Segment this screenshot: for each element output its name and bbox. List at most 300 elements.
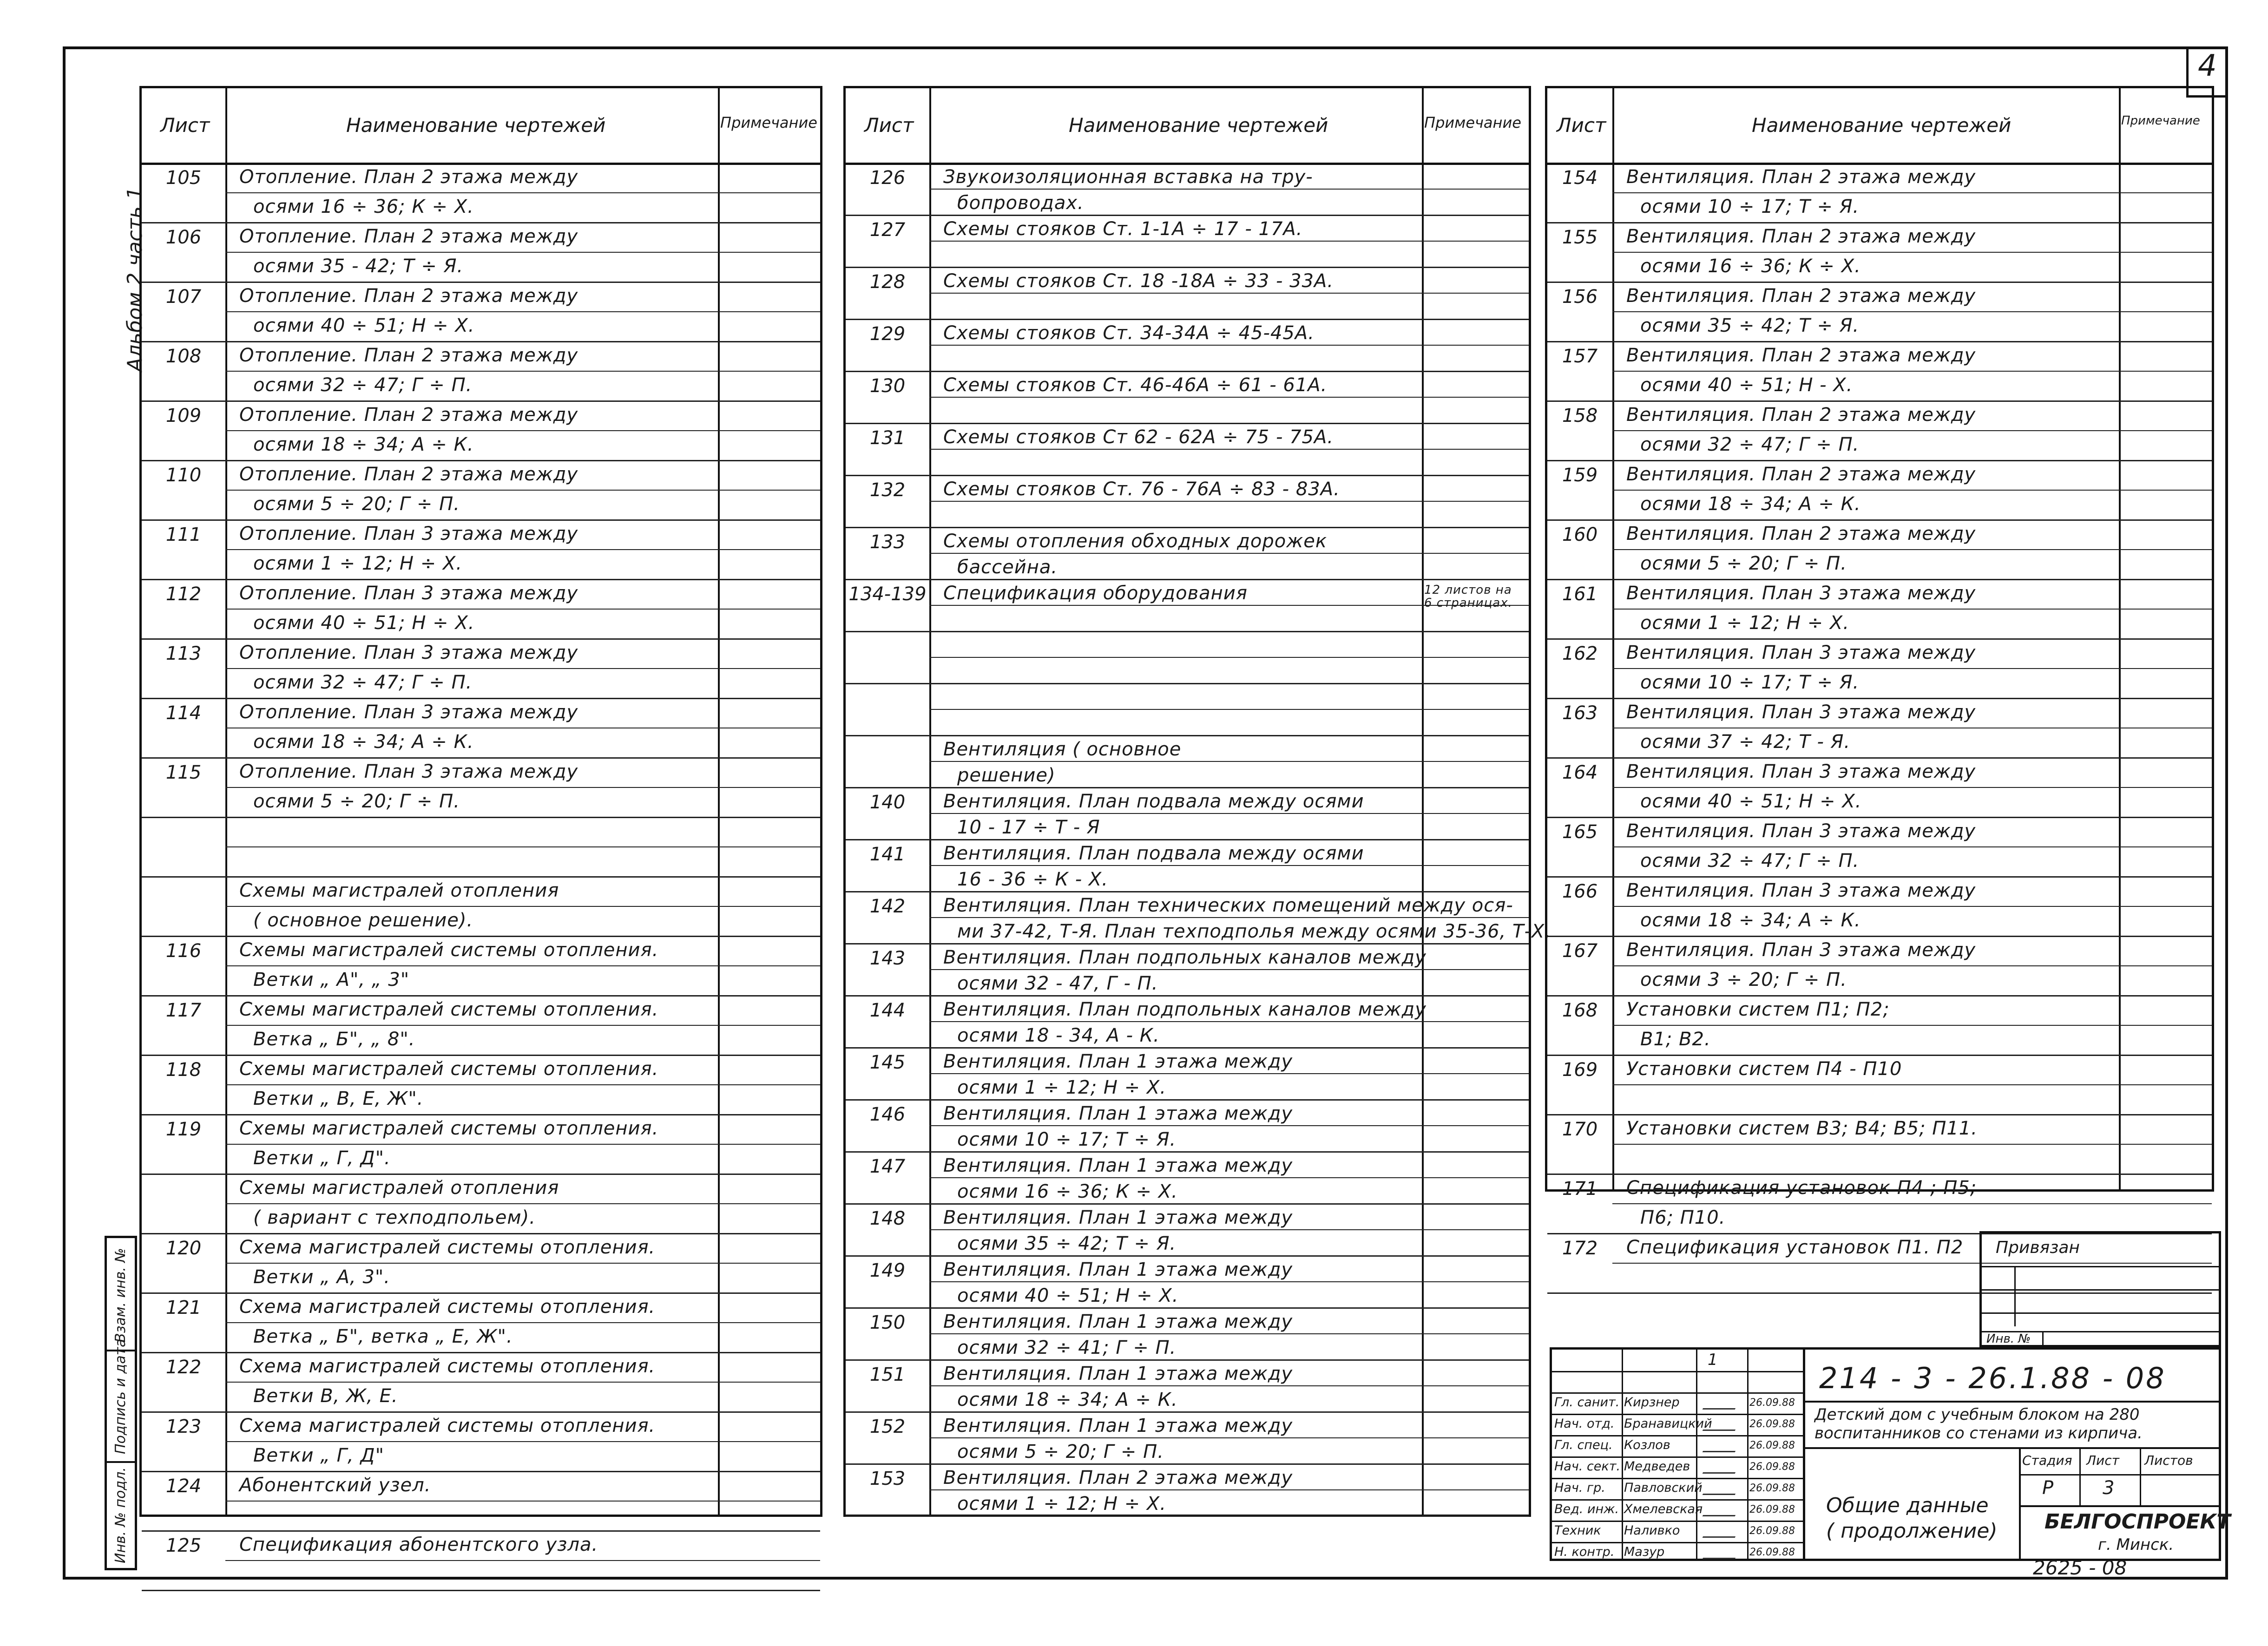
sheet-number-cell: 142: [869, 896, 906, 917]
drawing-name-line2: осями 16 ÷ 36; К ÷ Х.: [253, 196, 474, 217]
row-line: [142, 1411, 820, 1413]
row-line: [846, 1463, 1529, 1465]
row-line: [846, 1307, 1529, 1309]
header-name: Наименование чертежей: [1752, 114, 2012, 137]
stamp-vzam: Взам. инв. №: [112, 1248, 129, 1343]
row-line: [142, 995, 820, 997]
title-block: [1550, 1347, 2231, 1561]
role-name: Хмелевская: [1624, 1502, 1703, 1516]
sheet-number-cell: 168: [1562, 1000, 1598, 1021]
header-name: Наименование чертежей: [346, 114, 606, 137]
role-label: Гл. спец.: [1554, 1438, 1613, 1452]
row-half-line: [929, 397, 1529, 398]
tb-header-mark: 1: [1708, 1351, 1718, 1369]
row-half-line: [225, 1025, 820, 1026]
signature-mark: [1703, 1397, 1741, 1410]
row-line: [142, 1352, 820, 1353]
row-half-line: [1612, 609, 2212, 610]
role-date: 26.09.88: [1749, 1547, 1795, 1558]
role-date: 26.09.88: [1749, 1461, 1795, 1473]
row-line: [1547, 222, 2212, 223]
sheet-number-cell: 141: [869, 844, 906, 865]
tb-row-line: [1552, 1392, 1803, 1394]
row-line: [1547, 519, 2212, 521]
row-line: [1547, 698, 2212, 699]
row-half-line: [929, 449, 1529, 450]
row-line: [846, 1515, 1529, 1517]
row-line: [142, 876, 820, 878]
tb-row-line: [1552, 1478, 1803, 1479]
row-line: [142, 282, 820, 283]
role-label: Нач. сект.: [1554, 1459, 1621, 1474]
row-half-line: [929, 865, 1529, 866]
sheet-number-cell: 152: [869, 1416, 906, 1437]
header-sheet: Лист: [160, 114, 210, 137]
row-half-line: [225, 490, 820, 491]
tb-col-line: [1747, 1350, 1749, 1559]
role-date: 26.09.88: [1749, 1525, 1795, 1537]
drawing-name-line1: Вентиляция. План 2 этажа между: [1626, 464, 1976, 485]
tb-row-line: [1552, 1542, 1803, 1543]
stage-label: Стадия: [2022, 1453, 2072, 1468]
drawing-name-line1: Вентиляция. План подвала между осями: [943, 791, 1364, 812]
row-line: [142, 757, 820, 759]
sheet-number-cell: 134-139: [848, 584, 927, 605]
drawing-name-line1: Схемы стояков Ст. 18 -18А ÷ 33 - 33А.: [943, 270, 1334, 292]
row-half-line: [1612, 192, 2212, 193]
row-line: [846, 215, 1529, 216]
row-line: [846, 319, 1529, 320]
row-half-line: [929, 1073, 1529, 1074]
drawing-name-line1: Вентиляция. План 3 этажа между: [1626, 642, 1976, 663]
row-half-line: [225, 668, 820, 669]
drawing-name-line1: Вентиляция. План подпольных каналов между: [943, 999, 1427, 1020]
row-line: [1547, 1055, 2212, 1056]
drawing-name-line1: Спецификация установок П4 ; П5;: [1626, 1177, 1977, 1199]
signature-mark: [1703, 1525, 1741, 1538]
sheet-number-cell: 172: [1562, 1238, 1598, 1259]
drawing-name-line2: осями 32 ÷ 47; Г ÷ П.: [1640, 850, 1860, 872]
row-half-line: [225, 787, 820, 788]
role-name: Наливко: [1624, 1523, 1680, 1538]
row-half-line: [929, 241, 1529, 242]
sheet-list-table-1: [139, 86, 822, 1556]
drawing-name-line1: Вентиляция. План 1 этажа между: [943, 1311, 1293, 1332]
row-line: [846, 1099, 1529, 1101]
sheet-number-cell: 156: [1562, 286, 1598, 308]
row-half-line: [1612, 549, 2212, 550]
header-sheet: Лист: [1557, 114, 1606, 137]
row-line: [142, 1292, 820, 1294]
row-line: [1547, 876, 2212, 878]
sheet-number-cell: 115: [165, 762, 202, 783]
drawing-name-line1: Вентиляция. План 1 этажа между: [943, 1259, 1293, 1280]
row-half-line: [1612, 846, 2212, 847]
drawing-name-line1: Установки систем П4 - П10: [1626, 1058, 1902, 1080]
sheets-label: Листов: [2144, 1453, 2193, 1468]
row-half-line: [1612, 1084, 2212, 1085]
drawing-name-line1: Абонентский узел.: [239, 1475, 431, 1496]
row-line: [142, 1055, 820, 1056]
drawing-name-line2: осями 18 ÷ 34; А ÷ К.: [957, 1389, 1178, 1410]
drawing-name-line2: осями 18 ÷ 34; А ÷ К.: [1640, 493, 1861, 515]
row-half-line: [1612, 311, 2212, 312]
row-line: [846, 423, 1529, 424]
row-half-line: [929, 1385, 1529, 1386]
row-line: [846, 995, 1529, 997]
col-divider: [1422, 88, 1424, 1515]
drawing-name-line2: Ветки „ А, 3".: [253, 1266, 391, 1288]
sheet-number-cell: 171: [1562, 1178, 1598, 1200]
privyazan-title: Привязан: [1996, 1238, 2080, 1257]
drawing-name-line2: осями 32 ÷ 47; Г ÷ П.: [1640, 434, 1860, 455]
drawing-name-line2: Ветки „ А", „ 3": [253, 969, 410, 990]
row-line: [142, 1590, 820, 1591]
sheet-number-cell: 126: [869, 167, 906, 189]
row-line: [846, 1047, 1529, 1049]
row-line: [846, 1411, 1529, 1413]
row-half-line: [929, 293, 1529, 294]
row-half-line: [929, 189, 1529, 190]
drawing-name-line1: Вентиляция. План 2 этажа между: [1626, 166, 1976, 188]
drawing-name-line2: осями 32 ÷ 47; Г ÷ П.: [253, 672, 473, 693]
signature-mark: [1703, 1418, 1741, 1431]
row-line: [846, 683, 1529, 684]
header-name: Наименование чертежей: [1069, 114, 1328, 137]
project-name-line1: Детский дом с учебным блоком на 280: [1814, 1405, 2140, 1424]
row-half-line: [929, 813, 1529, 814]
drawing-name-line1: Схемы магистралей системы отопления.: [239, 1118, 659, 1139]
row-line: [846, 267, 1529, 268]
row-half-line: [1612, 1203, 2212, 1204]
sheet-number-cell: 133: [869, 531, 906, 553]
drawing-name-line2: осями 37 ÷ 42; Т - Я.: [1640, 731, 1851, 753]
row-half-line: [225, 609, 820, 610]
sheet-number-cell: 110: [165, 465, 202, 486]
role-date: 26.09.88: [1749, 1440, 1795, 1451]
signature-mark: [1703, 1504, 1741, 1516]
row-half-line: [225, 1322, 820, 1323]
drawing-name-line1: Звукоизоляционная вставка на тру-: [943, 166, 1313, 188]
row-half-line: [929, 1229, 1529, 1230]
drawing-name-line1: Отопление. План 3 этажа между: [239, 583, 579, 604]
row-line: [142, 341, 820, 342]
sheet-number-cell: 167: [1562, 940, 1598, 962]
sheet-number-cell: 131: [869, 427, 906, 449]
signature-mark: [1703, 1440, 1741, 1452]
note-cell: 12 листов на 6 страницах.: [1424, 583, 1512, 610]
row-half-line: [225, 1263, 820, 1264]
role-label: Нач. отд.: [1554, 1416, 1615, 1431]
drawing-name-line2: осями 10 ÷ 17; Т ÷ Я.: [957, 1129, 1177, 1150]
role-label: Н. контр.: [1554, 1545, 1615, 1559]
row-line: [142, 1471, 820, 1472]
drawing-name-line2: осями 1 ÷ 12; Н ÷ Х.: [957, 1077, 1167, 1098]
sheet-number-cell: 170: [1562, 1119, 1598, 1140]
drawing-name-line2: осями 18 ÷ 34; А ÷ К.: [253, 434, 474, 455]
sheet-number-cell: 128: [869, 271, 906, 293]
row-half-line: [1612, 906, 2212, 907]
row-line: [846, 1359, 1529, 1361]
drawing-name-line1: Вентиляция. План 1 этажа между: [943, 1155, 1293, 1176]
drawing-name-line2: осями 5 ÷ 20; Г ÷ П.: [253, 493, 460, 515]
tb-line: [2140, 1447, 2141, 1505]
sheet-number-cell: 145: [869, 1052, 906, 1073]
sheet-number-cell: 169: [1562, 1059, 1598, 1081]
row-line: [142, 817, 820, 818]
drawing-name-line1: Отопление. План 2 этажа между: [239, 166, 579, 188]
stamp-inv-podl: Инв. № подл.: [112, 1467, 129, 1563]
drawing-name-line1: Установки систем В3; В4; В5; П11.: [1626, 1118, 1978, 1139]
row-line: [1547, 757, 2212, 759]
role-name: Медведев: [1624, 1459, 1690, 1474]
stage-value: Р: [2042, 1477, 2054, 1499]
sheet-number-cell: 125: [165, 1535, 202, 1556]
drawing-name-line2: осями 40 ÷ 51; Н ÷ Х.: [253, 315, 475, 336]
tb-divider: [1803, 1350, 1805, 1559]
tb-row-line: [1552, 1521, 1803, 1522]
row-line: [142, 936, 820, 937]
drawing-name-line1: Схемы магистралей отопления: [239, 1177, 559, 1199]
row-half-line: [929, 1021, 1529, 1022]
drawing-name-line1: Схема магистралей системы отопления.: [239, 1415, 656, 1436]
row-line: [846, 735, 1529, 736]
drawing-name-line1: Вентиляция. План 1 этажа между: [943, 1103, 1293, 1124]
sheet-number-cell: 113: [165, 643, 202, 664]
row-half-line: [225, 430, 820, 431]
sheet-number-cell: 147: [869, 1156, 906, 1177]
drawing-name-line1: Схемы стояков Ст. 34-34А ÷ 45-45А.: [943, 322, 1315, 344]
tb-line: [2019, 1474, 2219, 1475]
row-half-line: [225, 1084, 820, 1085]
drawing-name-line2: осями 5 ÷ 20; Г ÷ П.: [957, 1441, 1164, 1462]
role-date: 26.09.88: [1749, 1418, 1795, 1430]
sheet-label: Лист: [2086, 1453, 2119, 1468]
row-line: [846, 371, 1529, 372]
drawing-name-line2: 10 - 17 ÷ Т - Я: [957, 817, 1100, 838]
drawing-name-line1: Вентиляция. План 2 этажа между: [1626, 404, 1976, 426]
drawing-name-line1: Вентиляция. План 3 этажа между: [1626, 702, 1976, 723]
drawing-name-line2: осями 40 ÷ 51; Н ÷ Х.: [957, 1285, 1179, 1306]
row-half-line: [1612, 490, 2212, 491]
drawing-name-line2: Ветка „ Б", „ 8".: [253, 1029, 415, 1050]
row-half-line: [929, 709, 1529, 710]
row-half-line: [929, 1489, 1529, 1490]
row-half-line: [1612, 787, 2212, 788]
drawing-name-line1: Отопление. План 3 этажа между: [239, 523, 579, 544]
role-date: 26.09.88: [1749, 1504, 1795, 1515]
drawing-name-line1: Отопление. План 3 этажа между: [239, 642, 579, 663]
drawing-name-line2: осями 32 - 47, Г - П.: [957, 973, 1158, 994]
drawing-name-line1: Схемы отопления обходных дорожек: [943, 531, 1328, 552]
sheet-number-cell: 162: [1562, 643, 1598, 664]
drawing-name-line1: Спецификация оборудования: [943, 583, 1248, 604]
drawing-name-line2: осями 32 ÷ 41; Г ÷ П.: [957, 1337, 1177, 1358]
row-line: [846, 527, 1529, 528]
drawing-name-line1: Схема магистралей системы отопления.: [239, 1356, 656, 1377]
drawing-name-line1: Вентиляция. План 2 этажа между: [1626, 345, 1976, 366]
sheet-number-cell: 144: [869, 1000, 906, 1021]
sheet-number-cell: 120: [165, 1238, 202, 1259]
drawing-name-line2: осями 10 ÷ 17; Т ÷ Я.: [1640, 196, 1860, 217]
bottom-code: 2625 - 08: [2033, 1556, 2127, 1579]
sheet-number-cell: 158: [1562, 405, 1598, 426]
row-half-line: [929, 345, 1529, 346]
row-line: [1547, 638, 2212, 640]
drawing-name-line2: 16 - 36 ÷ К - Х.: [957, 869, 1108, 890]
drawing-name-line1: Вентиляция. План 3 этажа между: [1626, 820, 1976, 842]
row-line: [1547, 995, 2212, 997]
project-code: 214 - 3 - 26.1.88 - 08: [1819, 1361, 2166, 1395]
row-half-line: [929, 969, 1529, 970]
drawing-name-line1: Схемы стояков Ст 62 - 62А ÷ 75 - 75А.: [943, 426, 1334, 448]
row-half-line: [225, 1144, 820, 1145]
row-half-line: [929, 761, 1529, 762]
drawing-name-line2: решение): [957, 765, 1056, 786]
sheet-number-cell: 114: [165, 702, 202, 724]
drawing-name-line2: Ветки „ В, Е, Ж".: [253, 1088, 424, 1109]
drawing-name-line2: осями 16 ÷ 36; К ÷ Х.: [957, 1181, 1178, 1202]
sheet-number-cell: 112: [165, 584, 202, 605]
row-line: [1547, 282, 2212, 283]
row-half-line: [929, 1333, 1529, 1334]
row-line: [1547, 400, 2212, 402]
row-line: [846, 1255, 1529, 1257]
col-divider: [929, 88, 931, 1515]
drawing-name-line2: осями 18 - 34, А - К.: [957, 1025, 1160, 1046]
tb-line: [2079, 1447, 2081, 1505]
drawing-name-line1: Отопление. План 2 этажа между: [239, 404, 579, 426]
drawing-name-line2: осями 5 ÷ 20; Г ÷ П.: [253, 791, 460, 812]
drawing-name-line2: осями 35 ÷ 42; Т ÷ Я.: [957, 1233, 1177, 1254]
drawing-name-line1: Вентиляция. План подпольных каналов между: [943, 947, 1427, 968]
tb-line: [1803, 1401, 2219, 1403]
drawing-name-line1: Вентиляция. План 3 этажа между: [1626, 880, 1976, 901]
row-half-line: [929, 917, 1529, 918]
sheet-title-line2: ( продолжение): [1826, 1519, 1998, 1543]
sheet-number-cell: 108: [165, 346, 202, 367]
drawing-name-line2: ( вариант с техподпольем).: [253, 1207, 536, 1228]
org-city: г. Минск.: [2098, 1535, 2174, 1554]
drawing-name-line2: осями 5 ÷ 20; Г ÷ П.: [1640, 553, 1847, 574]
sheet-number-cell: 159: [1562, 465, 1598, 486]
row-half-line: [1612, 1144, 2212, 1145]
row-half-line: [225, 906, 820, 907]
sheet-number-cell: 149: [869, 1260, 906, 1281]
tb-row-line: [1552, 1435, 1803, 1436]
drawing-name-line1: Вентиляция. План 1 этажа между: [943, 1051, 1293, 1072]
sheet-number-cell: 166: [1562, 881, 1598, 902]
drawing-name-line1: Вентиляция. План 2 этажа между: [1626, 523, 1976, 544]
sheet-number-cell: 130: [869, 375, 906, 397]
row-half-line: [225, 192, 820, 193]
header-note: Примечание: [1424, 114, 1521, 131]
drawing-name-line1: Схемы магистралей системы отопления.: [239, 939, 659, 961]
tb-row-line: [1552, 1371, 1803, 1372]
privyazan-block: [1979, 1231, 2221, 1347]
row-half-line: [929, 1177, 1529, 1178]
drawing-name-line1: Вентиляция. План 2 этажа между: [1626, 226, 1976, 247]
drawing-name-line2: Ветки В, Ж, Е.: [253, 1385, 398, 1407]
sheet-number-cell: 146: [869, 1104, 906, 1125]
sheet-number-cell: 119: [165, 1119, 202, 1140]
tb-row-line: [1552, 1456, 1803, 1458]
drawing-name-line2: осями 18 ÷ 34; А ÷ К.: [1640, 910, 1861, 931]
sheet-number-cell: 163: [1562, 702, 1598, 724]
drawing-name-line1: Вентиляция. План технических помещений между ося-: [943, 895, 1513, 916]
drawing-name-line2: осями 40 ÷ 51; Н - Х.: [1640, 374, 1853, 396]
album-label: Альбом 2 часть 1: [123, 186, 147, 372]
drawing-name-line1: Вентиляция. План 1 этажа между: [943, 1363, 1293, 1384]
row-half-line: [929, 657, 1529, 658]
sheet-number-cell: 132: [869, 479, 906, 501]
signature-mark: [1703, 1547, 1741, 1559]
drawing-name-line2: осями 40 ÷ 51; Н ÷ Х.: [253, 612, 475, 634]
drawing-name-line2: ми 37-42, Т-Я. План техподполья между осями 35-36, Т-Х.: [957, 921, 1551, 942]
drawing-name-line1: Отопление. План 3 этажа между: [239, 702, 579, 723]
drawing-name-line1: Отопление. План 2 этажа между: [239, 226, 579, 247]
row-half-line: [225, 846, 820, 847]
row-line: [142, 1174, 820, 1175]
tb-row-line: [1552, 1499, 1803, 1501]
sheet-number-cell: 118: [165, 1059, 202, 1081]
sheet-number-cell: 143: [869, 948, 906, 969]
drawing-name-line2: осями 35 - 42; Т ÷ Я.: [253, 256, 464, 277]
tb-line: [2019, 1447, 2021, 1559]
drawing-name-line1: Вентиляция. План 2 этажа между: [1626, 285, 1976, 307]
row-line: [1547, 1174, 2212, 1175]
row-line: [142, 579, 820, 580]
row-half-line: [225, 311, 820, 312]
role-date: 26.09.88: [1749, 1482, 1795, 1494]
row-line: [846, 631, 1529, 632]
drawing-name-line1: Спецификация абонентского узла.: [239, 1534, 598, 1555]
row-half-line: [929, 1437, 1529, 1438]
row-half-line: [1612, 371, 2212, 372]
drawing-name-line1: Вентиляция. План 3 этажа между: [1626, 761, 1976, 782]
sheet-number-cell: 122: [165, 1357, 202, 1378]
role-name: Кирзнер: [1624, 1395, 1680, 1410]
row-line: [142, 400, 820, 402]
sheet-number-cell: 164: [1562, 762, 1598, 783]
sheet-number-cell: 148: [869, 1208, 906, 1229]
signature-mark: [1703, 1461, 1741, 1474]
sheet-number-cell: 161: [1562, 584, 1598, 605]
role-label: Нач. гр.: [1554, 1481, 1605, 1495]
role-name: Мазур: [1624, 1545, 1665, 1559]
row-line: [1547, 341, 2212, 342]
sheet-number-cell: 121: [165, 1297, 202, 1318]
header-note: Примечание: [720, 114, 817, 131]
row-half-line: [929, 501, 1529, 502]
drawing-name-line1: Отопление. План 2 этажа между: [239, 285, 579, 307]
row-half-line: [1612, 1025, 2212, 1026]
drawing-name-line1: Схемы магистралей системы отопления.: [239, 1058, 659, 1080]
drawing-name-line1: Схемы магистралей отопления: [239, 880, 559, 901]
row-half-line: [225, 1501, 820, 1502]
sheet-number-cell: 124: [165, 1475, 202, 1497]
drawing-name-line2: осями 3 ÷ 20; Г ÷ П.: [1640, 969, 1847, 990]
vertical-stamp: [105, 1236, 137, 1570]
row-half-line: [1612, 252, 2212, 253]
row-half-line: [1612, 965, 2212, 966]
row-line: [846, 839, 1529, 840]
row-line: [142, 1233, 820, 1234]
row-line: [846, 787, 1529, 788]
tb-row-line: [1552, 1414, 1803, 1415]
drawing-name-line1: Вентиляция. План 3 этажа между: [1626, 939, 1976, 961]
row-line: [142, 638, 820, 640]
